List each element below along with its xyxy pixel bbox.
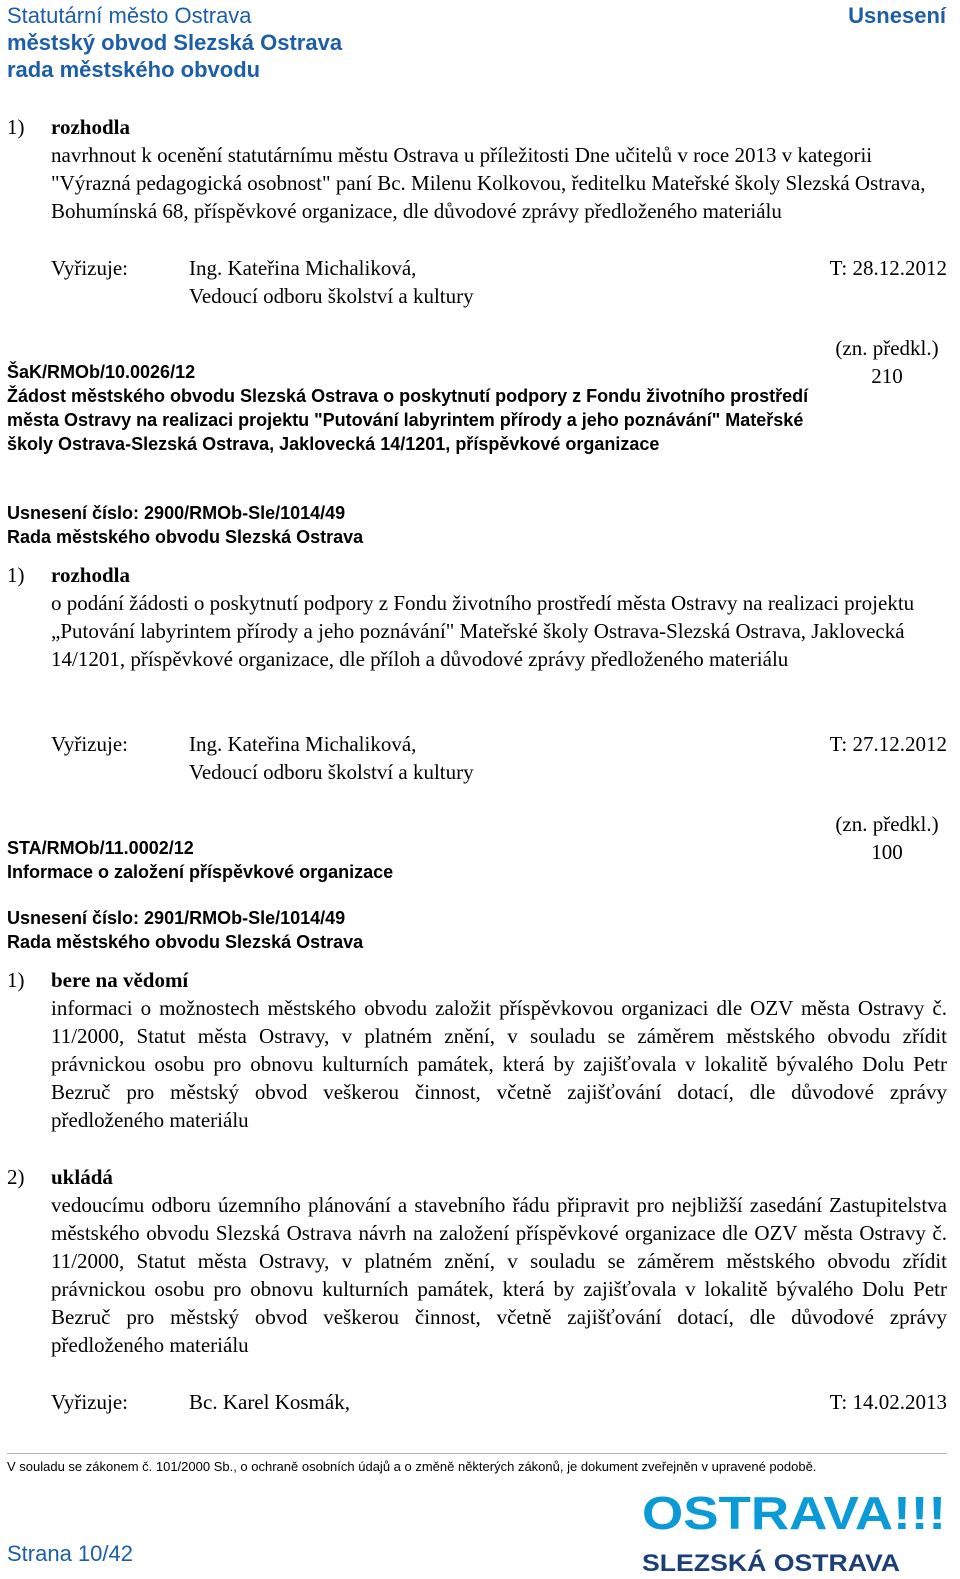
resolution-verb: bere na vědomí [51, 968, 189, 992]
doc-type-label: Usnesení [848, 3, 946, 28]
handler-label: Vyřizuje: [51, 1390, 128, 1414]
resolution-number: Usnesení číslo: 2900/RMOb-Sle/1014/49 [7, 503, 346, 523]
deadline: T: 27.12.2012 [829, 732, 947, 756]
material-ref: STA/RMOb/11.0002/12 [7, 838, 194, 858]
submitter-label: (zn. předkl.) [835, 812, 939, 836]
council-name: Rada městského obvodu Slezská Ostrava [7, 527, 364, 547]
item-number: 1) [7, 968, 25, 992]
resolution-verb: ukládá [51, 1165, 113, 1189]
submitter-label: (zn. předkl.) [835, 336, 939, 360]
handler-name: Ing. Kateřina Michaliková, [189, 732, 417, 756]
resolution-text: vedoucímu odboru územního plánování a stavebního řádu připravit pro nejbližší zasedání Zastupitelstva městského obvodu Slezská Ostrava návrh na založení příspěvkové organizace dle OZV města Ostravy č. 11/2000, Statut města Ostravy, v platném znění, v souladu se záměrem městského obvodu zřídit právnickou osobu pro obnovu kulturních památek, která by zajišťovala v lokalitě bývalého Dolu Petr Bezruč pro městský obvod veškerou činnost, včetně zajišťování dotací, dle důvodové zprávy předloženého materiálu [51, 1193, 947, 1357]
handler-name: Ing. Kateřina Michaliková, [189, 256, 417, 280]
handler-label: Vyřizuje: [51, 732, 128, 756]
header-council: rada městského obvodu [7, 57, 261, 82]
header-district: městský obvod Slezská Ostrava [7, 30, 343, 55]
handler-label: Vyřizuje: [51, 256, 128, 280]
page-number: Strana 10/42 [7, 1541, 133, 1566]
ostrava-logo [640, 1485, 950, 1577]
resolution-text: informaci o možnostech městského obvodu založit příspěvkovou organizaci dle OZV města Ostravy č. 11/2000, Statut města Ostravy, v platném znění, v souladu se záměrem městského obvodu zřídit právnickou osobu pro obnovu kulturních památek, která by zajišťovala v lokalitě bývalého Dolu Petr Bezruč pro městský obvod veškerou činnost, včetně zajišťování dotací, dle důvodové zprávy předloženého materiálu [51, 996, 947, 1132]
resolution-text: o podání žádosti o poskytnutí podpory z Fondu životního prostředí města Ostravy na realizaci projektu „Putování labyrintem přírody a jeho poznávání" Mateřské školy Ostrava-Slezská Ostrava, Jaklovecká 14/1201, příspěvkové organizace, dle příloh a důvodové zprávy předloženého materiálu [51, 591, 915, 671]
privacy-note: V souladu se zákonem č. 101/2000 Sb., o ochraně osobních údajů a o změně některých zákonů, je dokument zveřejněn v upravené podobě. [7, 1459, 817, 1474]
logo-bottom-text: SLEZSKÁ OSTRAVA [642, 1550, 875, 1577]
resolution-verb: rozhodla [51, 563, 130, 587]
submitter-number: 210 [871, 364, 903, 388]
material-subject: Žádost městského obvodu Slezská Ostrava o poskytnutí podpory z Fondu životního prostředí města Ostravy na realizaci projektu "Putování labyrintem přírody a jeho poznávání" Mateřské školy Ostrava-Slezská Ostrava, Jaklovecká 14/1201, příspěvkové organizace [7, 386, 809, 454]
resolution-verb: rozhodla [51, 115, 130, 139]
resolution-number: Usnesení číslo: 2901/RMOb-Sle/1014/49 [7, 908, 346, 928]
material-ref: ŠaK/RMOb/10.0026/12 [7, 362, 196, 382]
council-name: Rada městského obvodu Slezská Ostrava [7, 932, 364, 952]
footer-divider [7, 1453, 947, 1454]
logo-top-text: OSTRAVA!!! [642, 1487, 946, 1539]
handler-name: Bc. Karel Kosmák, [189, 1390, 350, 1414]
item-number: 2) [7, 1165, 25, 1189]
item-number: 1) [7, 563, 25, 587]
deadline: T: 14.02.2013 [829, 1390, 947, 1414]
handler-role: Vedoucí odboru školství a kultury [189, 284, 474, 308]
submitter-number: 100 [871, 840, 903, 864]
resolution-text: navrhnout k ocenění statutárnímu městu Ostrava u příležitosti Dne učitelů v roce 2013 v kategorii "Výrazná pedagogická osobnost" paní Bc. Milenu Kolkovou, ředitelku Mateřské školy Slezská Ostrava, Bohumínská 68, příspěvkové organizace, dle důvodové zprávy předloženého materiálu [51, 143, 926, 223]
deadline: T: 28.12.2012 [829, 256, 947, 280]
material-subject: Informace o založení příspěvkové organizace [7, 862, 394, 882]
handler-role: Vedoucí odboru školství a kultury [189, 760, 474, 784]
header-city: Statutární město Ostrava [7, 3, 252, 28]
item-number: 1) [7, 115, 25, 139]
